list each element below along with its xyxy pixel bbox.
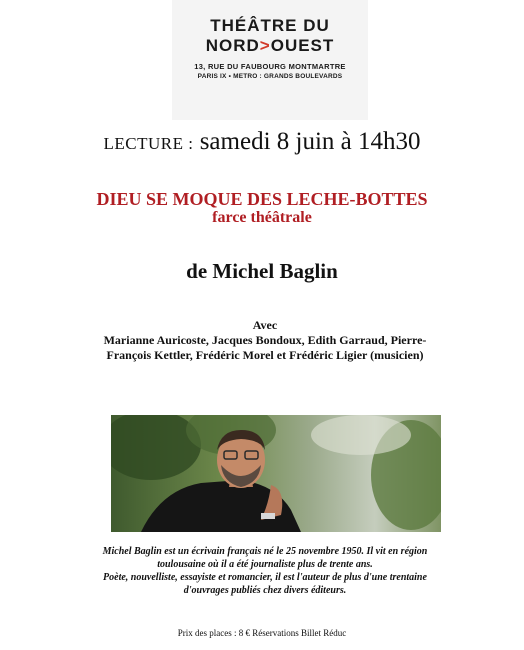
logo-metro: PARIS IX • METRO : GRANDS BOULEVARDS bbox=[197, 73, 343, 80]
event-date: samedi 8 juin à 14h30 bbox=[199, 128, 421, 155]
play-title: DIEU SE MOQUE DES LECHE-BOTTES bbox=[96, 189, 428, 209]
event-type-label: LECTURE : bbox=[103, 134, 194, 153]
bio-line-3: Poète, nouvelliste, essayiste et romancier, il est l'auteur de plus d'une trentaine bbox=[103, 572, 427, 583]
logo-ouest: OUEST bbox=[270, 36, 335, 55]
theatre-logo bbox=[172, 0, 368, 120]
author-photo-image bbox=[111, 415, 441, 532]
author-bio bbox=[60, 545, 470, 597]
author-photo bbox=[111, 415, 441, 532]
logo-line-1: THÉÂTRE DU bbox=[210, 16, 330, 35]
cast-block bbox=[80, 318, 450, 363]
prices-line: Prix des places : 8 € Réservations Billet Réduc bbox=[177, 628, 347, 638]
logo-arrow: > bbox=[259, 36, 271, 55]
play-subtitle: farce théâtrale bbox=[212, 209, 312, 226]
bio-line-4: d'ouvrages publiés chez divers éditeurs. bbox=[183, 585, 347, 596]
author-line: de Michel Baglin bbox=[186, 259, 338, 283]
bio-line-2: toulousaine où il a été journaliste plus de trente ans. bbox=[157, 559, 373, 570]
bio-line-1: Michel Baglin est un écrivain français né le 25 novembre 1950. Il vit en région bbox=[102, 546, 428, 557]
logo-line-2 bbox=[172, 36, 368, 56]
cast-line-1: Marianne Auricoste, Jacques Bondoux, Edith Garraud, Pierre- bbox=[103, 333, 427, 347]
event-date-line bbox=[0, 128, 524, 156]
logo-nord: NORD bbox=[205, 36, 260, 55]
logo-address: 13, RUE DU FAUBOURG MONTMARTRE bbox=[194, 62, 346, 71]
cast-line-2: François Kettler, Frédéric Morel et Frédéric Ligier (musicien) bbox=[106, 348, 424, 362]
cast-intro: Avec bbox=[252, 318, 278, 332]
